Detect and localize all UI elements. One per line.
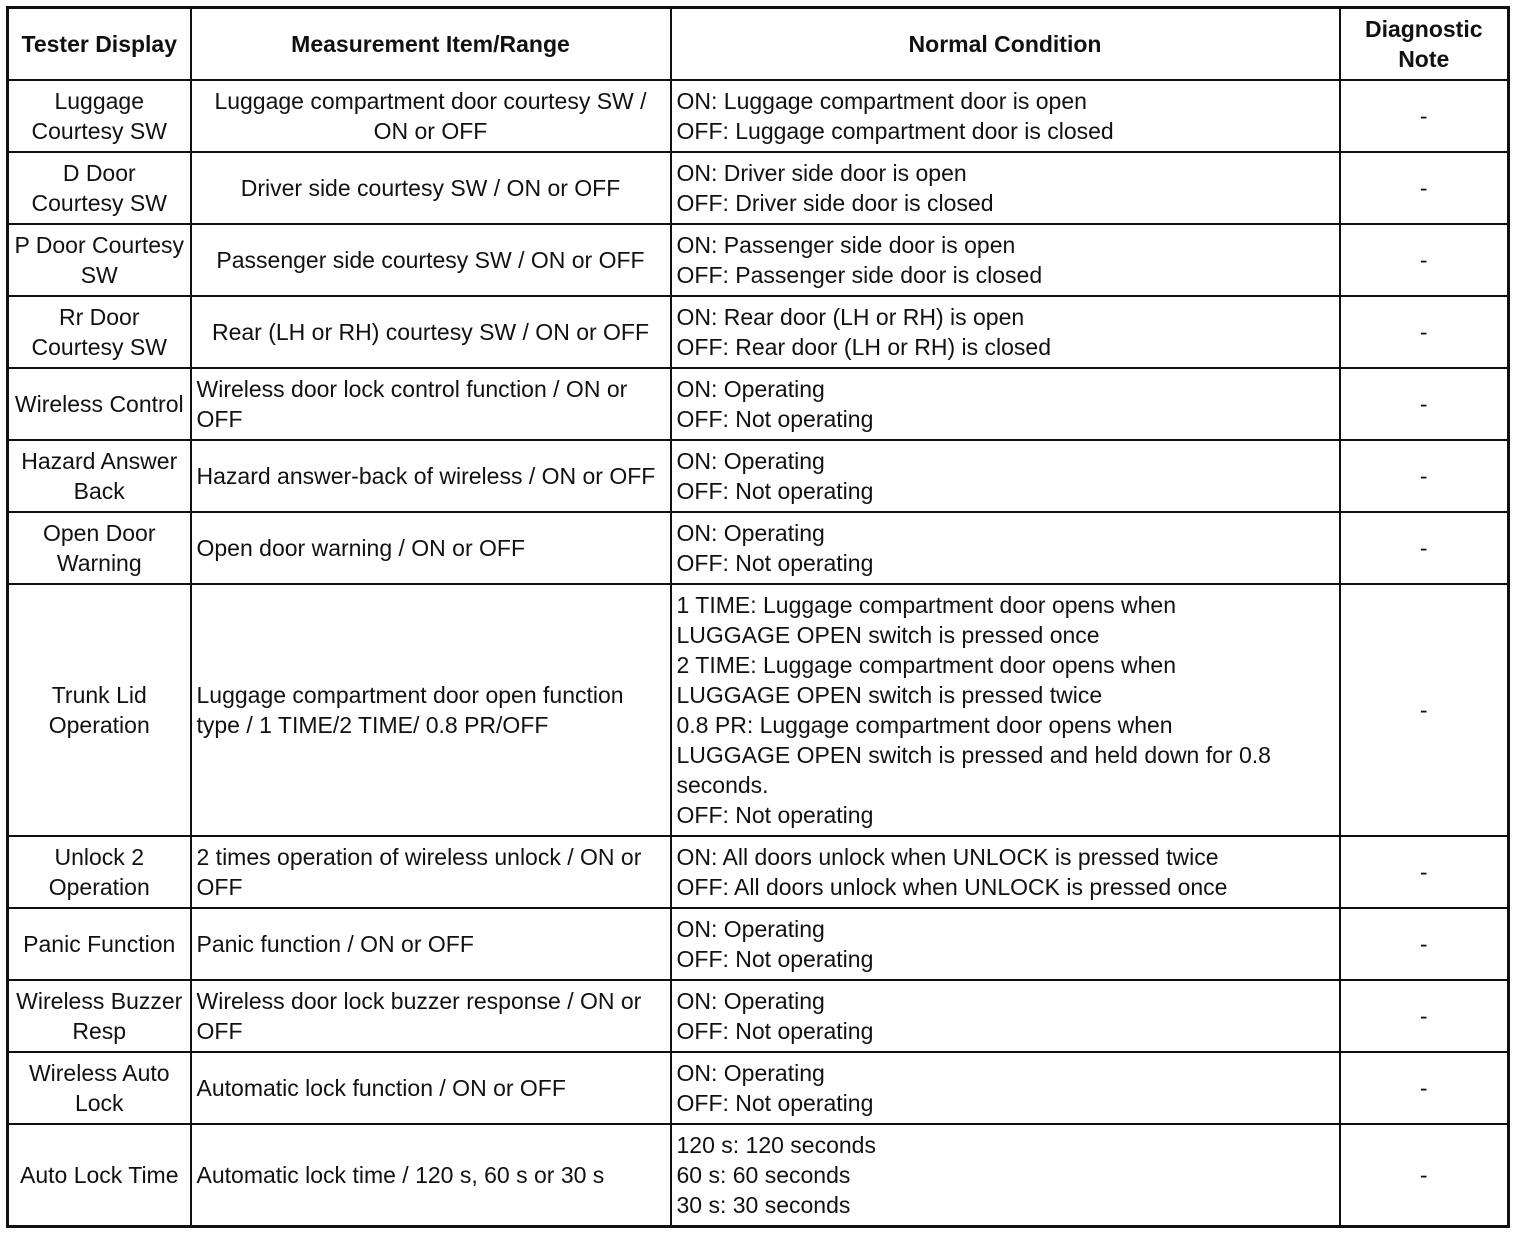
normal-condition-line: OFF: All doors unlock when UNLOCK is pressed once [676,874,1228,900]
normal-condition-line: 0.8 PR: Luggage compartment door opens when [676,712,1173,738]
table-row [8,908,1509,980]
normal-condition-line: seconds. [676,772,769,798]
normal-condition-line: ON: Operating [676,916,825,942]
diagnostic-note-cell: - [1340,836,1509,908]
normal-condition-cell [671,1124,1340,1226]
table-row [8,152,1509,224]
normal-condition-cell [671,368,1340,440]
tester-display-cell: Luggage Courtesy SW [8,80,191,152]
measurement-cell: Automatic lock function / ON or OFF [191,1052,671,1124]
measurement-cell: Luggage compartment door open function type / 1 TIME/2 TIME/ 0.8 PR/OFF [191,584,671,836]
normal-condition-line: LUGGAGE OPEN switch is pressed and held down for 0.8 [676,742,1271,768]
normal-condition-line: 1 TIME: Luggage compartment door opens when [676,592,1176,618]
diagnostic-note-cell: - [1340,908,1509,980]
tester-display-cell: P Door Courtesy SW [8,224,191,296]
normal-condition-cell [671,512,1340,584]
diagnostic-note-cell: - [1340,296,1509,368]
header-row [8,8,1509,81]
table-row [8,80,1509,152]
diagnostic-note-cell: - [1340,224,1509,296]
normal-condition-cell [671,296,1340,368]
tester-display-cell: Panic Function [8,908,191,980]
normal-condition-line: OFF: Rear door (LH or RH) is closed [676,334,1051,360]
normal-condition-line: 30 s: 30 seconds [676,1191,851,1218]
normal-condition-cell [671,836,1340,908]
tester-display-cell: Trunk Lid Operation [8,584,191,836]
normal-condition-line: LUGGAGE OPEN switch is pressed twice [676,682,1103,708]
measurement-cell: Open door warning / ON or OFF [191,512,671,584]
normal-condition-line: OFF: Not operating [676,550,874,576]
diagnostic-note-cell: - [1340,152,1509,224]
tester-display-cell: Open Door Warning [8,512,191,584]
normal-condition-line: ON: Operating [676,1060,825,1086]
table-row [8,584,1509,836]
normal-condition-cell [671,908,1340,980]
diagnostic-note-cell: - [1340,584,1509,836]
normal-condition-line: LUGGAGE OPEN switch is pressed once [676,622,1100,648]
tester-display-cell: Hazard Answer Back [8,440,191,512]
measurement-cell: Passenger side courtesy SW / ON or OFF [191,224,671,296]
normal-condition-line: OFF: Not operating [676,1018,874,1044]
normal-condition-cell [671,152,1340,224]
normal-condition-cell [671,980,1340,1052]
measurement-cell: Automatic lock time / 120 s, 60 s or 30 s [191,1124,671,1226]
normal-condition-line: ON: Driver side door is open [676,160,967,186]
tester-display-cell: Wireless Buzzer Resp [8,980,191,1052]
measurement-cell: 2 times operation of wireless unlock / ON or OFF [191,836,671,908]
header-measurement: Measurement Item/Range [191,8,671,81]
table-row [8,368,1509,440]
diagnostic-note-cell: - [1340,1124,1509,1226]
normal-condition-cell [671,1052,1340,1124]
normal-condition-cell [671,440,1340,512]
normal-condition-line: ON: Operating [676,520,825,546]
normal-condition-line: OFF: Driver side door is closed [676,190,994,216]
tester-display-cell: Rr Door Courtesy SW [8,296,191,368]
header-normal-condition: Normal Condition [671,8,1340,81]
normal-condition-line: ON: Operating [676,448,825,474]
normal-condition-line: ON: Luggage compartment door is open [676,88,1087,114]
measurement-cell: Wireless door lock control function / ON or OFF [191,368,671,440]
normal-condition-line: OFF: Not operating [676,946,874,972]
header-tester-display: Tester Display [8,8,191,81]
header-diagnostic-note: Diagnostic Note [1340,8,1509,81]
normal-condition-line: OFF: Not operating [676,1090,874,1116]
tester-display-cell: D Door Courtesy SW [8,152,191,224]
measurement-cell: Hazard answer-back of wireless / ON or OFF [191,440,671,512]
measurement-cell: Rear (LH or RH) courtesy SW / ON or OFF [191,296,671,368]
measurement-cell: Driver side courtesy SW / ON or OFF [191,152,671,224]
normal-condition-line: OFF: Not operating [676,478,874,504]
normal-condition-line: OFF: Passenger side door is closed [676,262,1043,288]
normal-condition-line: OFF: Luggage compartment door is closed [676,118,1114,144]
normal-condition-line: ON: Operating [676,376,825,402]
tester-display-cell: Unlock 2 Operation [8,836,191,908]
table-row [8,224,1509,296]
table-row [8,836,1509,908]
data-list-table-container [6,6,1510,1228]
table-row [8,980,1509,1052]
diagnostic-note-cell: - [1340,368,1509,440]
normal-condition-cell [671,224,1340,296]
normal-condition-line: 120 s: 120 seconds [676,1131,876,1158]
diagnostic-note-cell: - [1340,1052,1509,1124]
measurement-cell: Wireless door lock buzzer response / ON or OFF [191,980,671,1052]
normal-condition-cell [671,80,1340,152]
normal-condition-line: 60 s: 60 seconds [676,1161,851,1188]
tester-display-cell: Auto Lock Time [8,1124,191,1226]
normal-condition-cell [671,584,1340,836]
normal-condition-line: ON: Passenger side door is open [676,232,1016,258]
measurement-cell: Luggage compartment door courtesy SW / ON or OFF [191,80,671,152]
diagnostic-note-cell: - [1340,440,1509,512]
table-row [8,512,1509,584]
tester-display-cell: Wireless Auto Lock [8,1052,191,1124]
diagnostic-note-cell: - [1340,80,1509,152]
normal-condition-line: OFF: Not operating [676,802,874,828]
table-row [8,1124,1509,1226]
table-row [8,296,1509,368]
data-list-table [6,6,1510,1228]
normal-condition-line: ON: All doors unlock when UNLOCK is pressed twice [676,844,1219,870]
normal-condition-line: ON: Operating [676,988,825,1014]
table-row [8,440,1509,512]
normal-condition-line: 2 TIME: Luggage compartment door opens when [676,652,1176,678]
diagnostic-note-cell: - [1340,980,1509,1052]
normal-condition-line: ON: Rear door (LH or RH) is open [676,304,1025,330]
tester-display-cell: Wireless Control [8,368,191,440]
normal-condition-line: OFF: Not operating [676,406,874,432]
measurement-cell: Panic function / ON or OFF [191,908,671,980]
diagnostic-note-cell: - [1340,512,1509,584]
table-row [8,1052,1509,1124]
